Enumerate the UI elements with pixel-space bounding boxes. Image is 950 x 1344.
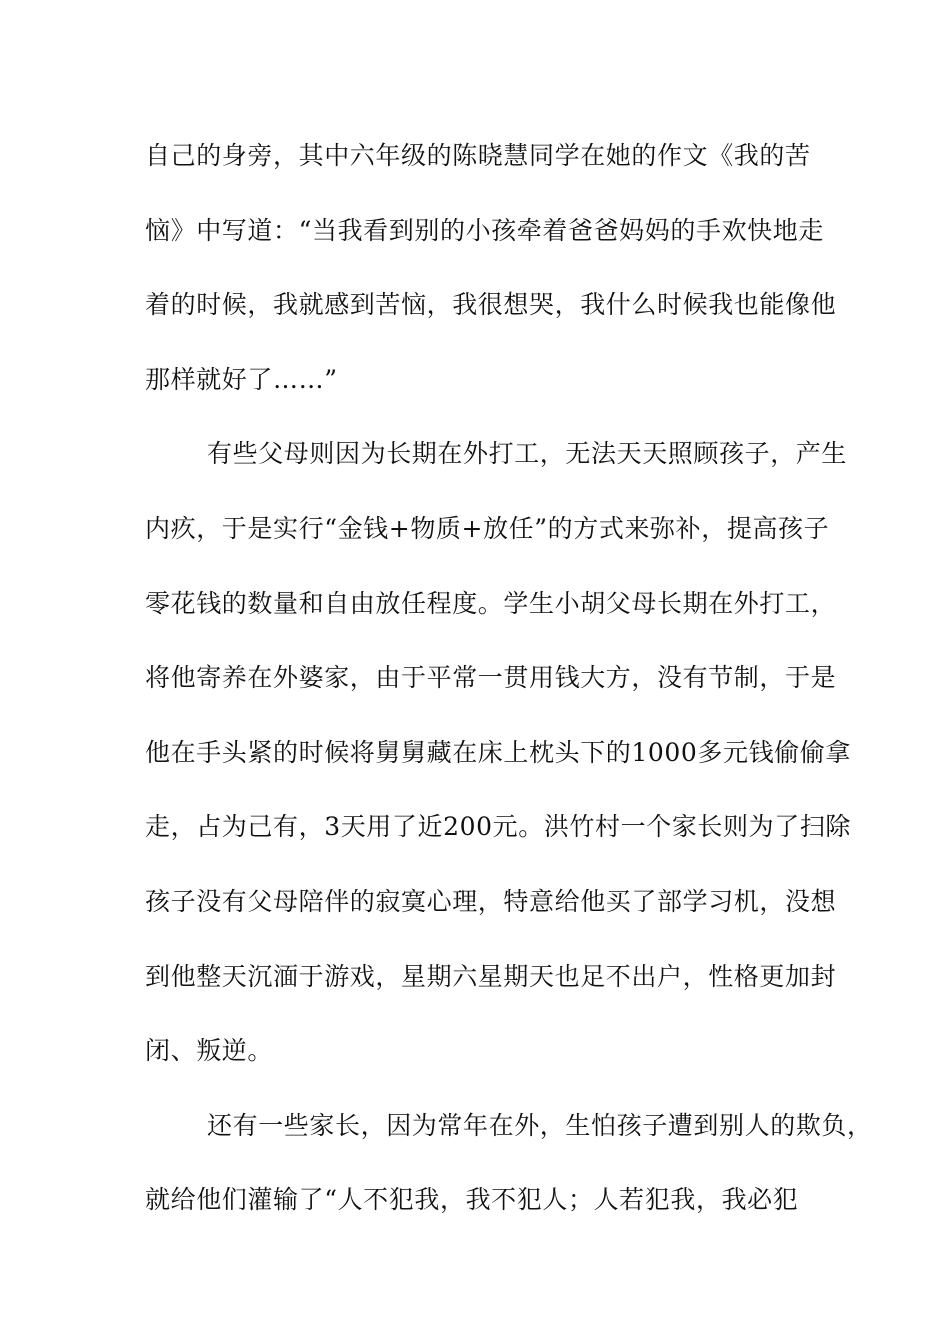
text-line: 走，占为己有，3天用了近200元。洪竹村一个家长则为了扫除: [145, 812, 852, 842]
text-line: 那样就好了……”: [145, 364, 338, 394]
paragraph-start-line: 有些父母则因为长期在外打工，无法天天照顾孩子，产生: [207, 439, 848, 469]
text-line: 孩子没有父母陪伴的寂寞心理，特意给他买了部学习机，没想: [145, 886, 837, 916]
text-line: 恼》中写道：“当我看到别的小孩牵着爸爸妈妈的手欢快地走: [145, 215, 824, 245]
text-line: 到他整天沉湎于游戏，星期六星期天也足不出户，性格更加封: [145, 961, 837, 991]
text-line: 他在手头紧的时候将舅舅藏在床上枕头下的1000多元钱偷偷拿: [145, 737, 852, 767]
text-line: 将他寄养在外婆家，由于平常一贯用钱大方，没有节制，于是: [145, 663, 837, 693]
body-text: [145, 133, 873, 1252]
paragraph-start-line: 还有一些家长，因为常年在外，生怕孩子遭到别人的欺负，: [207, 1110, 873, 1140]
text-line: 着的时候，我就感到苦恼，我很想哭，我什么时候我也能像他: [145, 290, 837, 320]
text-line: 自己的身旁，其中六年级的陈晓慧同学在她的作文《我的苦: [145, 141, 811, 170]
text-line: 内疚，于是实行“金钱+物质+放任”的方式来弥补，提高孩子: [145, 513, 830, 543]
text-line: 零花钱的数量和自由放任程度。学生小胡父母长期在外打工，: [145, 588, 837, 618]
text-line: 就给他们灌输了“人不犯我，我不犯人；人若犯我，我必犯: [145, 1185, 799, 1215]
text-line: 闭、叛逆。: [145, 1036, 274, 1066]
